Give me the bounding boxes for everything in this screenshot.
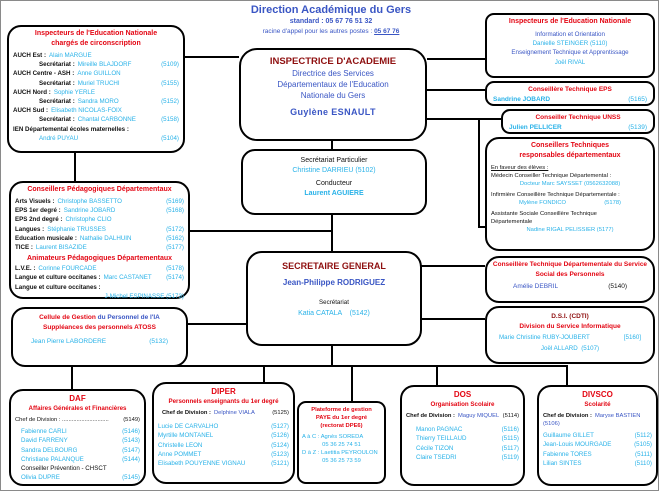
box-title: Plateforme de gestion — [311, 407, 372, 413]
box-diper — [152, 382, 295, 484]
staff-name: Anne POMMET — [158, 450, 202, 458]
connector-line — [187, 323, 247, 325]
subject-label: EPS 2nd degré : — [15, 216, 63, 224]
connector-line — [566, 365, 568, 387]
inspector-name: Sophie YERLE — [53, 88, 95, 96]
box-conseiller-unss — [501, 109, 655, 134]
ien-maternelle-label: IEN Départemental écoles maternelles : — [13, 125, 129, 133]
contact-phone: 05 36 25 73 59 — [322, 458, 361, 464]
chef-name: Delphine VIALA — [213, 410, 255, 417]
sg-name: Jean-Philippe RODRIGUEZ — [282, 278, 386, 287]
role-label: Secrétariat Particulier — [300, 157, 368, 164]
extension: (5115) — [501, 435, 519, 443]
title-part2: du Personnel de l'IA — [97, 314, 160, 321]
connector-line — [421, 265, 485, 267]
intro-label: En faveur des élèves : — [491, 165, 549, 171]
box-secretaire-general — [246, 251, 422, 346]
staff-name: Myrtille MONTANEL — [158, 432, 214, 440]
extension: (5143) — [122, 437, 140, 445]
advisor-name: Sandrine JOBARD — [493, 95, 551, 103]
box-ien-circonscription — [7, 25, 185, 153]
sector-label: AUCH Centre - ASH : — [13, 70, 75, 78]
subject-label: Arts Visuels : — [15, 198, 55, 205]
subtitle-line2: Départementaux de l'Education — [277, 80, 389, 89]
extension: (5126) — [271, 432, 289, 440]
extension: (5123) — [271, 450, 289, 458]
box-conseillers-pedagogiques — [9, 181, 190, 299]
division-code: DIPER — [211, 387, 236, 396]
staff-name: Sandra DELBOURG — [21, 446, 78, 454]
contact-range: D à Z : Laetitia PEYROULON — [302, 450, 378, 456]
sector-label: AUCH Est : — [13, 52, 47, 59]
infirmiere-label: Infirmière Conseillère Technique Départementale : — [491, 192, 620, 198]
secretary-name: Mireille BLAJDORF — [77, 61, 132, 69]
advisor-name: Christophe BASSETTO — [57, 198, 122, 205]
subject-label: Langue et culture occitanes : — [15, 274, 101, 282]
connector-line — [436, 365, 438, 387]
contact-range: A à C : Agnès SOREDA — [302, 434, 364, 440]
extension: (5106) — [543, 421, 560, 428]
extension: (5109) — [161, 61, 179, 69]
secretariat-label: Secrétariat : — [39, 61, 75, 69]
box-title-line2: chargés de circonscription — [51, 40, 141, 47]
subject-label: TICE : — [15, 244, 33, 252]
prevention-label: Conseiller Prévention - CHSCT — [21, 465, 107, 473]
box-title-line2: Social des Personnels — [535, 270, 605, 278]
connector-line — [421, 318, 485, 320]
connector-line — [71, 365, 73, 390]
box-inspectrice-academie — [239, 48, 427, 141]
secretary-name: Christine DARRIEU (5102) — [292, 167, 376, 174]
staff-name: Marie Christine RUBY-JOUBERT — [499, 334, 590, 342]
division-subtitle: Organisation Scolaire — [430, 401, 495, 408]
division-subtitle: Personnels enseignants du 1er degré — [168, 398, 279, 405]
extension: (5140) — [608, 283, 627, 291]
division-code: DOS — [453, 390, 472, 399]
director-name: Guylène ESNAULT — [290, 107, 376, 117]
header-standard-line: standard : 05 67 76 51 32 — [289, 18, 373, 25]
extension: (5121) — [271, 460, 289, 468]
assistante-label-line2: Départementale — [491, 219, 533, 225]
staff-name: Fabienne CARLI — [21, 428, 67, 436]
box-conseillers-techniques — [485, 137, 655, 251]
box-cellule-gestion — [11, 307, 188, 367]
extension: (5147) — [122, 446, 140, 454]
box-title: SECRETAIRE GENERAL — [282, 261, 386, 271]
secretary-name: Sandra MORO — [77, 98, 119, 106]
box-daf — [9, 389, 146, 486]
staff-name: Lilian SINTES — [543, 459, 582, 467]
driver-name: Laurent AGUIERE — [304, 190, 364, 197]
racine-prefix: racine d'appel pour les autres postes : — [262, 28, 375, 35]
extension: [5160] — [623, 334, 641, 342]
extension: (5145) — [122, 474, 140, 482]
extension: (5178) — [166, 265, 184, 273]
header-racine-line — [181, 27, 481, 37]
staff-name: Cécile TIZON — [416, 444, 454, 452]
extension: (5152) — [161, 98, 179, 106]
box-title: Conseillère Technique Départementale du Service — [492, 261, 648, 268]
advisor-name: Amélie DEBRIL — [513, 283, 559, 291]
extension: (5162) — [166, 234, 184, 242]
racine-number-link[interactable]: 05 67 76 — [374, 28, 400, 35]
division-subtitle: Scolarité — [584, 401, 611, 408]
page-header — [181, 4, 481, 37]
staff-name: Claire TSEDRI — [416, 453, 457, 461]
box-title-line3: (rectorat DPE6) — [320, 423, 363, 429]
box-title: Inspecteurs de l'Education Nationale — [34, 30, 158, 37]
connector-line — [351, 365, 353, 403]
division-code: DIVSCO — [582, 390, 613, 399]
chef-label: Chef de Division : — [406, 413, 455, 420]
connector-line — [427, 58, 485, 60]
inspector-name: Elisabeth NICOLAS-FOIX — [51, 107, 122, 115]
box-dos — [400, 385, 525, 486]
box-title: INSPECTRICE D'ACADEMIE — [269, 56, 397, 67]
page-title: Direction Académique du Gers — [250, 4, 412, 16]
role-label: Conducteur — [315, 180, 353, 187]
extension: (5117) — [501, 444, 519, 452]
secretary-name: Muriel TRUCHI — [77, 79, 120, 87]
chef-label: Chef de Division : — [543, 413, 592, 420]
box-title-line2: PAYE du 1er degré — [315, 415, 368, 421]
extension: (5124) — [271, 441, 289, 449]
subject-label: Education musicale : — [15, 234, 77, 242]
box-title: Conseillère Technique EPS — [528, 86, 612, 93]
box-divsco — [537, 385, 658, 486]
advisor-name: Christophe CLIO — [65, 216, 112, 224]
extension: (5178) — [604, 200, 621, 206]
staff-name: Lucie DE CARVALHO — [158, 423, 219, 431]
extension: (5172) — [166, 225, 184, 233]
assistante-label: Assistante Sociale Conseillère Technique — [491, 211, 597, 217]
staff-name: Jean Pierre LABORDERE — [31, 338, 107, 346]
extension: (5132) — [149, 338, 168, 346]
subject-label: Langue et culture occitanes : — [15, 283, 101, 291]
box-title: Inspecteurs de l'Education Nationale — [508, 18, 632, 25]
advisor-name: Corinne FOURCADE — [38, 265, 97, 273]
extension: (5165) — [628, 95, 647, 103]
inspector-name: Danielle STEINGER (5110) — [532, 40, 608, 48]
subject-label: L.V.E. : — [15, 265, 36, 273]
extension: (5155) — [161, 79, 179, 87]
extension: (5149) — [123, 417, 140, 424]
box-dsi — [485, 306, 655, 364]
box-title: Conseiller Technique UNSS — [535, 114, 621, 121]
extension: (5158) — [161, 116, 179, 124]
contact-phone: 05 36 25 74 51 — [322, 442, 361, 448]
extension: (5112) — [634, 432, 652, 440]
secretariat-label: Secrétariat : — [39, 79, 75, 87]
box-title-line2: Suppléances des personnels ATOSS — [43, 323, 156, 331]
secretary-name: Chantal CARBONNE — [77, 116, 136, 124]
chef-label: Chef de Division : ............................. — [15, 417, 109, 424]
connector-line — [74, 152, 76, 182]
staff-name: Jean-Louis MOURGADE — [543, 441, 612, 449]
medecin-name: Docteur Marc SAYSSET (0562632088) — [519, 181, 621, 187]
extension: (5119) — [501, 453, 519, 461]
advisor-name: J-Michel ESPINASSE (5173) — [104, 292, 184, 300]
staff-name: Christelle LEON — [158, 441, 203, 449]
box-title: D.S.I. (CDTI) — [551, 313, 589, 320]
staff-name: Olivia DUPRE — [21, 474, 60, 482]
box-title: Conseillers Techniques — [530, 142, 610, 149]
domain-label: Enseignement Technique et Apprentissage — [511, 49, 629, 57]
extension: (5104) — [161, 134, 179, 142]
connector-line — [185, 56, 239, 58]
extension: (5127) — [271, 423, 289, 431]
subject-label: Langues : — [15, 225, 45, 233]
extension: (5177) — [166, 244, 184, 252]
extension: (5110) — [634, 459, 652, 467]
advisor-name: Julien PELLICER — [509, 123, 562, 131]
extension: (5144) — [122, 455, 140, 463]
staff-name: Thierry TEILLAUD — [416, 435, 467, 443]
connector-line — [331, 345, 333, 367]
advisor-name: Nathalie DALHUIN — [79, 234, 132, 242]
connector-line — [190, 230, 332, 232]
staff-name: Elisabeth POUYENNE VIGNAU — [158, 460, 246, 468]
box-ien-io-eta — [485, 13, 655, 78]
extension: (5105) — [634, 441, 652, 449]
box-secretariat-particulier — [241, 149, 427, 215]
connector-line — [478, 118, 480, 228]
inspector-name: Joël RIVAL — [554, 58, 586, 66]
extension: (5174) — [166, 274, 184, 282]
staff-name: Christiane PALANQUE — [21, 455, 84, 463]
subtitle-line1: Directrice des Services — [292, 69, 374, 78]
subtitle-line3: Nationale du Gers — [300, 91, 366, 100]
box-title — [17, 313, 182, 323]
inspector-name: Alain MARGUE — [49, 52, 92, 59]
box-title: Conseillers Pédagogiques Départementaux — [27, 186, 172, 193]
domain-label: Information et Orientation — [535, 31, 605, 38]
connector-line — [427, 118, 501, 120]
extension: (5116) — [501, 426, 519, 434]
secretariat-label: Secrétariat — [319, 299, 349, 306]
animateurs-title: Animateurs Pédagogiques Départementaux — [26, 255, 173, 263]
subject-label: EPS 1er degré : — [15, 207, 61, 215]
extension: (5146) — [122, 428, 140, 436]
division-code: DAF — [69, 394, 86, 403]
secretary-name: Katia CATALA (5142) — [298, 310, 370, 318]
infirmiere-name: Mylène FONDICO — [519, 200, 567, 206]
staff-name: David FARRENY — [21, 437, 68, 445]
connector-line — [331, 214, 333, 252]
extension: (5168) — [166, 207, 184, 215]
sector-label: AUCH Sud : — [13, 107, 49, 115]
assistante-name: Nadine RIGAL PELISSIER (5177) — [526, 227, 614, 233]
extension: (5111) — [635, 450, 652, 458]
box-title-line2: Division du Service Informatique — [519, 322, 621, 330]
chef-name: Maguy MIQUEL — [457, 413, 500, 420]
secretariat-label: Secrétariat : — [39, 116, 75, 124]
secretariat-label: Secrétariat : — [39, 98, 75, 106]
box-conseillere-eps — [485, 81, 655, 106]
staff-name: Joël ALLARD (5107) — [540, 345, 600, 353]
division-subtitle: Affaires Générales et Financières — [28, 405, 127, 412]
staff-name: Manon PAGNAC — [416, 426, 463, 434]
box-title-line2: responsables départementaux — [519, 152, 621, 159]
sector-label: AUCH Nord : — [13, 88, 51, 96]
extension: (5125) — [272, 410, 289, 417]
advisor-name: Stéphanie TRUSSES — [47, 225, 106, 233]
inspector-name: Anne GUILLON — [77, 70, 121, 78]
extension: (5114) — [502, 413, 519, 420]
box-plateforme-paye — [297, 401, 386, 484]
title-part1: Cellule de Gestion — [39, 314, 96, 321]
staff-name: Guillaume GILLET — [543, 432, 594, 440]
advisor-name: Laurent BISAZIDE — [35, 244, 87, 252]
chef-label: Chef de Division : — [162, 410, 211, 417]
ien-maternelle-name: André PUYAU — [39, 134, 79, 142]
chef-name: Maryse BASTIEN — [594, 413, 641, 420]
extension: (5169) — [166, 198, 184, 205]
box-service-social — [485, 256, 655, 303]
advisor-name: Marc CASTANET — [103, 274, 152, 282]
connector-line — [478, 226, 485, 228]
advisor-name: Sandrine JOBARD — [63, 207, 116, 215]
medecin-label: Médecin Conseiller Technique Départemental : — [491, 173, 612, 179]
staff-name: Fabienne TORES — [543, 450, 592, 458]
extension: (5139) — [628, 123, 647, 131]
connector-line — [427, 89, 485, 91]
